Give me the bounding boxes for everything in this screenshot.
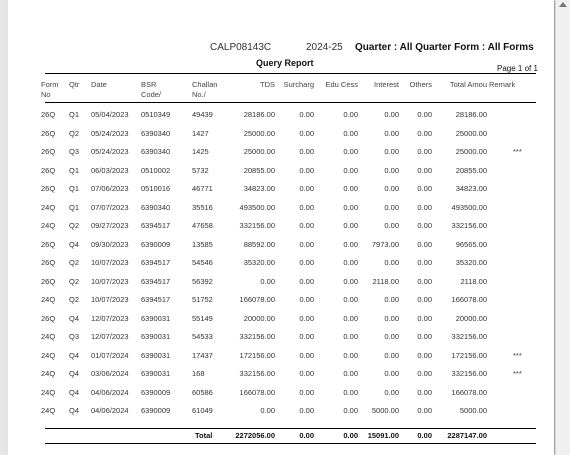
- cell-date: 10/07/2023: [91, 258, 129, 267]
- col-total-amount: Total Amou: [449, 80, 487, 89]
- cell-form: 26Q: [41, 128, 56, 138]
- cell-total-amount: 172156.00: [451, 350, 487, 360]
- cell-date: 09/27/2023: [91, 221, 129, 230]
- cell-others: 0.00: [417, 165, 432, 175]
- cell-total-amount: 5000.00: [459, 406, 487, 415]
- cell-form: 24Q: [41, 350, 56, 360]
- cell-edu-cess: 0.00: [343, 258, 358, 267]
- cell-edu-cess: 0.00: [343, 202, 358, 212]
- cell-edu-cess: 0.00: [343, 221, 358, 230]
- cell-surcharge: 0.00: [299, 128, 314, 138]
- cell-total-amount: 20855.00: [455, 165, 487, 175]
- table-row: [8, 254, 554, 272]
- cell-remark: ***: [513, 369, 522, 378]
- col-date: Date: [91, 80, 107, 89]
- cell-challan: 35516: [192, 202, 213, 212]
- cell-total-amount: 20000.00: [455, 313, 487, 323]
- cell-date: 06/03/2023: [91, 165, 129, 175]
- cell-surcharge: 0.00: [299, 258, 314, 267]
- total-edu-cess: 0.00: [343, 431, 358, 440]
- cell-surcharge: 0.00: [299, 313, 314, 323]
- cell-total-amount: 28186.00: [455, 110, 487, 119]
- cell-challan: 55149: [192, 313, 213, 323]
- cell-surcharge: 0.00: [299, 276, 314, 286]
- cell-tds: 172156.00: [239, 350, 275, 360]
- cell-qtr: Q4: [69, 369, 80, 378]
- cell-date: 01/07/2024: [91, 350, 129, 360]
- table-row: [8, 402, 554, 420]
- cell-total-amount: 96565.00: [455, 239, 487, 249]
- cell-interest: 0.00: [384, 110, 399, 119]
- cell-qtr: Q1: [69, 165, 80, 175]
- cell-total-amount: 493500.00: [451, 202, 487, 212]
- cell-qtr: Q4: [69, 387, 80, 397]
- table-row: [8, 125, 554, 143]
- col-surcharge: Surcharg: [283, 80, 314, 89]
- cell-tds: 0.00: [260, 276, 275, 286]
- cell-edu-cess: 0.00: [343, 313, 358, 323]
- cell-others: 0.00: [417, 313, 432, 323]
- cell-challan: 1427: [192, 128, 209, 138]
- cell-qtr: Q4: [69, 350, 80, 360]
- cell-bsr: 6390340: [141, 202, 171, 212]
- cell-total-amount: 166078.00: [451, 387, 487, 397]
- cell-qtr: Q2: [69, 258, 80, 267]
- table-row: [8, 217, 554, 235]
- cell-challan: 54546: [192, 258, 213, 267]
- cell-remark: ***: [513, 147, 522, 156]
- cell-qtr: Q4: [69, 313, 80, 323]
- cell-form: 26Q: [41, 184, 56, 193]
- cell-tds: 493500.00: [239, 202, 275, 212]
- cell-tds: 25000.00: [243, 128, 275, 138]
- table-row: [8, 236, 554, 254]
- cell-form: 24Q: [41, 387, 56, 397]
- cell-total-amount: 332156.00: [451, 369, 487, 378]
- total-others: 0.00: [417, 431, 432, 440]
- cell-interest: 7973.00: [371, 239, 399, 249]
- col-qtr: Qtr: [69, 80, 80, 89]
- table-row: [8, 180, 554, 198]
- totals-row: [8, 429, 554, 443]
- cell-edu-cess: 0.00: [343, 128, 358, 138]
- cell-surcharge: 0.00: [299, 165, 314, 175]
- cell-others: 0.00: [417, 406, 432, 415]
- cell-surcharge: 0.00: [299, 332, 314, 341]
- cell-qtr: Q2: [69, 295, 80, 304]
- cell-others: 0.00: [417, 202, 432, 212]
- cell-surcharge: 0.00: [299, 147, 314, 156]
- cell-others: 0.00: [417, 350, 432, 360]
- cell-bsr: 0510002: [141, 165, 171, 175]
- cell-challan: 54533: [192, 332, 213, 341]
- cell-interest: 0.00: [384, 202, 399, 212]
- cell-edu-cess: 0.00: [343, 295, 358, 304]
- cell-qtr: Q2: [69, 221, 80, 230]
- cell-others: 0.00: [417, 239, 432, 249]
- cell-surcharge: 0.00: [299, 221, 314, 230]
- cell-others: 0.00: [417, 369, 432, 378]
- cell-surcharge: 0.00: [299, 406, 314, 415]
- cell-form: 24Q: [41, 221, 56, 230]
- cell-interest: 0.00: [384, 147, 399, 156]
- cell-total-amount: 35320.00: [455, 258, 487, 267]
- cell-date: 12/07/2023: [91, 313, 129, 323]
- table-row: [8, 310, 554, 328]
- page-number: Page 1 of 1: [497, 64, 538, 73]
- cell-total-amount: 25000.00: [455, 128, 487, 138]
- cell-form: 26Q: [41, 239, 56, 249]
- cell-tds: 332156.00: [239, 332, 275, 341]
- total-interest: 15091.00: [367, 431, 399, 440]
- cell-surcharge: 0.00: [299, 239, 314, 249]
- cell-bsr: 6394517: [141, 258, 171, 267]
- cell-others: 0.00: [417, 295, 432, 304]
- col-tds: TDS: [260, 80, 275, 89]
- cell-form: 24Q: [41, 369, 56, 378]
- total-surcharge: 0.00: [299, 431, 314, 440]
- cell-tds: 166078.00: [239, 295, 275, 304]
- cell-form: 26Q: [41, 110, 56, 119]
- cell-edu-cess: 0.00: [343, 110, 358, 119]
- cell-edu-cess: 0.00: [343, 184, 358, 193]
- cell-form: 26Q: [41, 258, 56, 267]
- cell-date: 10/07/2023: [91, 276, 129, 286]
- cell-bsr: 6390009: [141, 239, 171, 249]
- cell-surcharge: 0.00: [299, 350, 314, 360]
- cell-interest: 0.00: [384, 221, 399, 230]
- cell-date: 03/06/2024: [91, 369, 129, 378]
- cell-surcharge: 0.00: [299, 387, 314, 397]
- cell-interest: 0.00: [384, 369, 399, 378]
- cell-form: 24Q: [41, 202, 56, 212]
- header-top-rule: [45, 73, 536, 74]
- cell-challan: 46771: [192, 184, 213, 193]
- cell-bsr: 6390031: [141, 313, 171, 323]
- cell-interest: 0.00: [384, 184, 399, 193]
- cell-total-amount: 34823.00: [455, 184, 487, 193]
- cell-tds: 332156.00: [239, 369, 275, 378]
- cell-challan: 47658: [192, 221, 213, 230]
- cell-form: 24Q: [41, 295, 56, 304]
- cell-form: 24Q: [41, 406, 56, 415]
- cell-interest: 0.00: [384, 128, 399, 138]
- cell-qtr: Q4: [69, 406, 80, 415]
- cell-tds: 88592.00: [243, 239, 275, 249]
- cell-surcharge: 0.00: [299, 202, 314, 212]
- cell-others: 0.00: [417, 387, 432, 397]
- table-row: [8, 291, 554, 309]
- report-page: [8, 0, 554, 455]
- cell-challan: 13585: [192, 239, 213, 249]
- cell-remark: ***: [513, 350, 522, 360]
- report-title: Query Report: [256, 58, 314, 68]
- cell-challan: 49439: [192, 110, 213, 119]
- company-code: CALP08143C: [210, 42, 272, 53]
- cell-edu-cess: 0.00: [343, 406, 358, 415]
- cell-bsr: 6390031: [141, 332, 171, 341]
- cell-tds: 34823.00: [243, 184, 275, 193]
- cell-edu-cess: 0.00: [343, 239, 358, 249]
- cell-bsr: 0510349: [141, 110, 171, 119]
- cell-total-amount: 332156.00: [451, 221, 487, 230]
- col-edu-cess: Edu Cess: [325, 80, 358, 89]
- cell-surcharge: 0.00: [299, 369, 314, 378]
- scroll-up-arrow-icon[interactable]: [559, 2, 567, 7]
- vertical-scrollbar[interactable]: [555, 0, 570, 455]
- cell-qtr: Q1: [69, 110, 80, 119]
- cell-date: 10/07/2023: [91, 295, 129, 304]
- cell-tds: 25000.00: [243, 147, 275, 156]
- cell-date: 04/06/2024: [91, 387, 129, 397]
- cell-bsr: 6390031: [141, 369, 171, 378]
- cell-tds: 332156.00: [239, 221, 275, 230]
- table-row: [8, 384, 554, 402]
- cell-date: 05/24/2023: [91, 128, 129, 138]
- cell-tds: 0.00: [260, 406, 275, 415]
- cell-date: 09/30/2023: [91, 239, 129, 249]
- cell-form: 26Q: [41, 313, 56, 323]
- cell-others: 0.00: [417, 258, 432, 267]
- cell-interest: 0.00: [384, 387, 399, 397]
- cell-interest: 2118.00: [372, 276, 399, 286]
- table-row: [8, 106, 554, 124]
- cell-qtr: Q2: [69, 128, 80, 138]
- cell-others: 0.00: [417, 332, 432, 341]
- cell-date: 12/07/2023: [91, 332, 129, 341]
- cell-qtr: Q3: [69, 332, 80, 341]
- cell-interest: 0.00: [384, 332, 399, 341]
- cell-others: 0.00: [417, 147, 432, 156]
- cell-challan: 1425: [192, 147, 209, 156]
- cell-total-amount: 332156.00: [451, 332, 487, 341]
- cell-interest: 5000.00: [371, 406, 399, 415]
- col-challan: Challan No./: [192, 80, 218, 99]
- quarter-form-filter: Quarter : All Quarter Form : All Forms: [355, 42, 534, 53]
- cell-date: 05/24/2023: [91, 147, 129, 156]
- table-row: [8, 199, 554, 217]
- cell-total-amount: 166078.00: [451, 295, 487, 304]
- table-row: [8, 365, 554, 383]
- cell-bsr: 6394517: [141, 221, 171, 230]
- cell-challan: 17437: [192, 350, 213, 360]
- cell-surcharge: 0.00: [299, 110, 314, 119]
- cell-edu-cess: 0.00: [343, 332, 358, 341]
- cell-challan: 60586: [192, 387, 213, 397]
- col-remark: Remark: [489, 80, 516, 89]
- col-interest: Interest: [373, 80, 399, 89]
- cell-interest: 0.00: [384, 295, 399, 304]
- table-row: [8, 328, 554, 346]
- cell-edu-cess: 0.00: [343, 165, 358, 175]
- cell-qtr: Q2: [69, 276, 80, 286]
- cell-qtr: Q3: [69, 147, 80, 156]
- col-form: Form No: [41, 80, 59, 99]
- cell-qtr: Q1: [69, 184, 80, 193]
- cell-challan: 56392: [192, 276, 213, 286]
- cell-surcharge: 0.00: [299, 184, 314, 193]
- cell-interest: 0.00: [384, 258, 399, 267]
- cell-others: 0.00: [417, 276, 432, 286]
- cell-bsr: 6390340: [141, 147, 171, 156]
- cell-others: 0.00: [417, 110, 432, 119]
- table-row: [8, 162, 554, 180]
- cell-bsr: 0510016: [141, 184, 171, 193]
- cell-others: 0.00: [417, 221, 432, 230]
- total-amount: 2287147.00: [447, 431, 487, 440]
- cell-qtr: Q4: [69, 239, 80, 249]
- table-row: [8, 347, 554, 365]
- cell-bsr: 6394517: [141, 295, 171, 304]
- cell-edu-cess: 0.00: [343, 147, 358, 156]
- cell-form: 26Q: [41, 147, 56, 156]
- cell-challan: 168: [192, 369, 205, 378]
- cell-surcharge: 0.00: [299, 295, 314, 304]
- cell-bsr: 6390009: [141, 387, 171, 397]
- cell-tds: 20000.00: [243, 313, 275, 323]
- cell-edu-cess: 0.00: [343, 350, 358, 360]
- cell-date: 04/06/2024: [91, 406, 129, 415]
- cell-date: 07/06/2023: [91, 184, 129, 193]
- cell-date: 07/07/2023: [91, 202, 129, 212]
- cell-total-amount: 25000.00: [455, 147, 487, 156]
- cell-bsr: 6390031: [141, 350, 171, 360]
- cell-date: 05/04/2023: [91, 110, 129, 119]
- cell-interest: 0.00: [384, 313, 399, 323]
- cell-tds: 20855.00: [243, 165, 275, 175]
- cell-challan: 5732: [192, 165, 209, 175]
- cell-interest: 0.00: [384, 350, 399, 360]
- cell-form: 24Q: [41, 332, 56, 341]
- cell-bsr: 6394517: [141, 276, 171, 286]
- cell-edu-cess: 0.00: [343, 369, 358, 378]
- cell-interest: 0.00: [384, 165, 399, 175]
- cell-edu-cess: 0.00: [343, 387, 358, 397]
- cell-edu-cess: 0.00: [343, 276, 358, 286]
- header-bottom-rule: [45, 102, 536, 103]
- cell-total-amount: 2118.00: [460, 276, 487, 286]
- cell-form: 26Q: [41, 276, 56, 286]
- total-bottom-rule: [45, 443, 536, 444]
- cell-form: 26Q: [41, 165, 56, 175]
- cell-challan: 51752: [192, 295, 213, 304]
- total-tds: 2272056.00: [235, 431, 275, 440]
- cell-challan: 61049: [192, 406, 213, 415]
- total-label: Total: [195, 431, 213, 440]
- cell-tds: 166078.00: [239, 387, 275, 397]
- cell-others: 0.00: [417, 184, 432, 193]
- assessment-year: 2024-25: [306, 42, 343, 53]
- table-row: [8, 143, 554, 161]
- cell-bsr: 6390340: [141, 128, 171, 138]
- col-bsr: BSR Code/: [141, 80, 162, 99]
- cell-others: 0.00: [417, 128, 432, 138]
- cell-bsr: 6390009: [141, 406, 171, 415]
- cell-tds: 28186.00: [243, 110, 275, 119]
- table-row: [8, 273, 554, 291]
- col-others: Others: [409, 80, 432, 89]
- cell-tds: 35320.00: [243, 258, 275, 267]
- cell-qtr: Q1: [69, 202, 80, 212]
